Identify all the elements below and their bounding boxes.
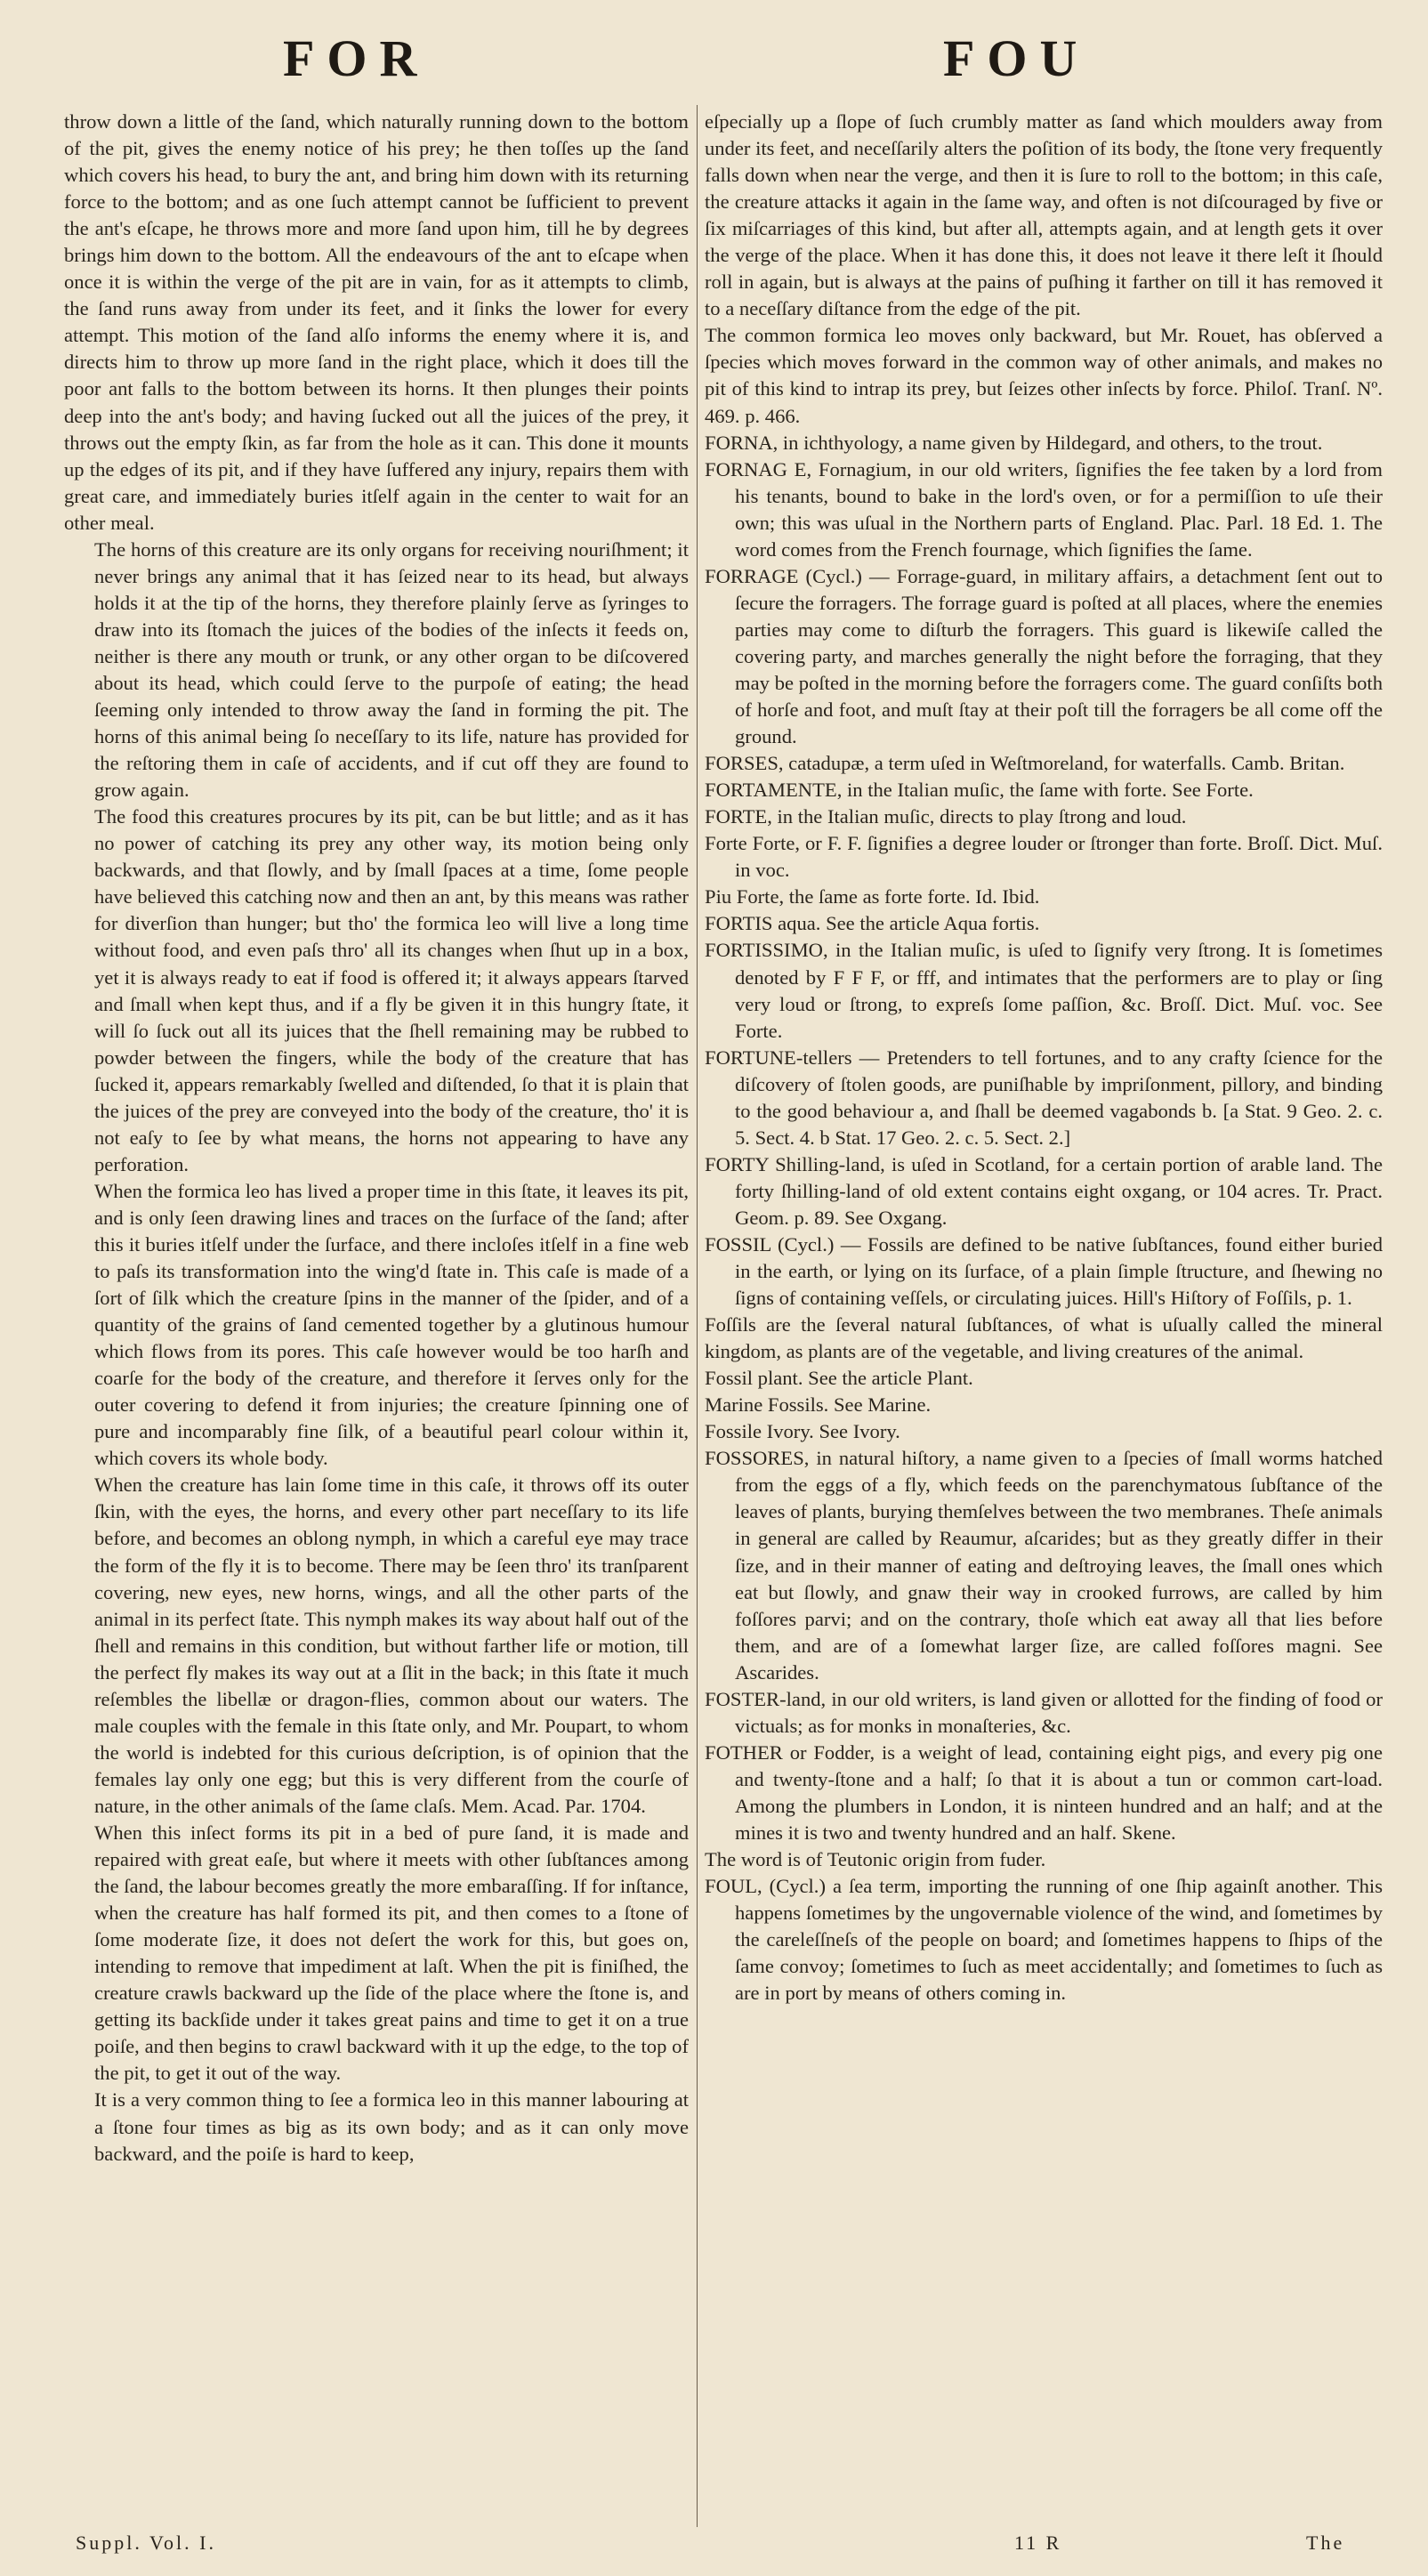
dictionary-entry: FORNA, in ichthyology, a name given by Hildegard, and others, to the trout. bbox=[705, 431, 1323, 454]
dictionary-entry: FORTISSIMO, in the Italian muſic, is uſed to ſignify very ſtrong. It is ſometimes denoted by F F F, or fff, and intimates that the performers are to play or ſing very loud or ſtrong, to expreſs ſome paſſion, &c. Broſſ. Dict. Muſ. voc. See Forte. bbox=[705, 939, 1383, 1042]
paragraph: eſpecially up a ſlope of ſuch crumbly matter as ſand which moulders away from under its feet, and neceſſarily alters the poſition of its body, the ſtone very frequently falls down when near the verge, and then it is ſure to roll to the bottom; in this caſe, the creature attacks it again in the ſame way, and often is not diſcouraged by five or ſix miſcarriages of this kind, but after all, attempts again, and at length gets it over the verge of the place. When it has done this, it does not leave it there leſt it ſhould roll in again, but is always at the pains of puſhing it farther on till it has removed it to a neceſſary diſtance from the edge of the pit. bbox=[705, 110, 1383, 320]
dictionary-entry: Marine Fossils. See Marine. bbox=[705, 1393, 932, 1417]
dictionary-entry: FORTUNE-tellers — Pretenders to tell fortunes, and to any crafty ſcience for the diſcovery of ſtolen goods, are puniſhable by impriſonment, pillory, and binding to the good behaviour a, and ſhall be deemed vagabonds b. [a Stat. 9 Geo. 2. c. 5. Sect. 4. b Stat. 17 Geo. 2. c. 5. Sect. 2.] bbox=[705, 1046, 1383, 1149]
dictionary-entry: Fossil plant. See the article Plant. bbox=[705, 1367, 973, 1390]
dictionary-entry: FORRAGE (Cycl.) — Forrage-guard, in military affairs, a detachment ſent out to ſecure the forragers. The forrage guard is poſted at all places, where the enemies parties may come to diſturb the forragers. This guard is likewiſe called the covering party, and marches generally the night before the forraging, that they may be poſted in the morning before the forragers come. The guard conſiſts both of horſe and foot, and muſt ſtay at their poſt till the forragers be all come off the ground. bbox=[705, 564, 1383, 748]
dictionary-entry: FORTE, in the Italian muſic, directs to play ſtrong and loud. bbox=[705, 805, 1187, 828]
dictionary-entry: FORTAMENTE, in the Italian muſic, the ſame with forte. See Forte. bbox=[705, 779, 1254, 802]
paragraph: The horns of this creature are its only organs for receiving nouriſhment; it never brings any animal that it has ſeized near to its head, but always holds it at the tip of the horns, they therefore plainly ſerve as ſyringes to draw into its ſtomach the juices of the bodies of the inſects it feeds on, neither is there any mouth or trunk, or any other organ to be diſcovered about its head, which could ſerve to the purpoſe of eating; the head ſeeming only intended to throw away the ſand in forming the pit. The horns of this animal being ſo neceſſary to its life, nature has provided for the reſtoring them in caſe of accidents, and if cut off they are found to grow again. bbox=[94, 537, 689, 802]
dictionary-entry: FOUL, (Cycl.) a ſea term, importing the running of one ſhip againſt another. This happens ſometimes by the ungovernable violence of the wind, and ſometimes by the careleſſneſs of the people on board; and ſometimes happens to ſhips of the ſame convoy; ſometimes to ſuch as meet accidentally; and ſometimes to ſuch as are in port by means of others coming in. bbox=[705, 1875, 1383, 2005]
paragraph: Foſſils are the ſeveral natural ſubſtances, of what is uſually called the mineral kingdom, as plants are of the vegetable, and living creatures of the animal. bbox=[705, 1313, 1383, 1363]
column-divider bbox=[697, 105, 698, 2527]
running-head-left: FOR bbox=[283, 29, 430, 87]
dictionary-entry: Forte Forte, or F. F. ſignifies a degree louder or ſtronger than forte. Broſſ. Dict. Muſ. in voc. bbox=[705, 832, 1383, 882]
paragraph: When the creature has lain ſome time in this caſe, it throws off its outer ſkin, with the eyes, the horns, and every other part neceſſary to its life before, and becomes an oblong nymph, in which a careful eye may trace the form of the fly it is to become. There may be ſeen thro' its tranſparent covering, new eyes, new horns, wings, and all the other parts of the animal in its perfect ſtate. This nymph makes its way about half out of the ſhell and remains in this condition, but without farther life or motion, till the perfect fly makes its way out at a ſlit in the back; in this ſtate it much reſembles the libellæ or dragon-flies, common about our waters. The male couples with the female in this ſtate only, and Mr. Poupart, to whom the world is indebted for this curious deſcription, is of opinion that the females lay only one egg; but this is very different from the courſe of nature, in the other animals of the ſame claſs. Mem. Acad. Par. 1704. bbox=[94, 1474, 689, 1817]
dictionary-entry: FORNAG E, Fornagium, in our old writers, ſignifies the fee taken by a lord from his tenants, bound to bake in the lord's oven, or for a permiſſion to uſe their own; this was uſual in the Northern parts of England. Plac. Parl. 18 Ed. 1. The word comes from the French fournage, which ſignifies the ſame. bbox=[705, 457, 1383, 561]
paragraph: It is a very common thing to ſee a formica leo in this manner labouring at a ſtone four times as big as its own body; and as it can only move backward, and the poiſe is hard to keep, bbox=[94, 2088, 689, 2165]
dictionary-entry: FOSSORES, in natural hiſtory, a name given to a ſpecies of ſmall worms hatched from the eggs of a fly, which feeds on the parenchymatous ſubſtance of the leaves of plants, burying themſelves between the two membranes. Theſe animals in general are called by Reaumur, aſcarides; but as they greatly differ in their ſize, and in their manner of eating and deſtroying leaves, the ſmall ones which eat but ſlowly, and gnaw their way in crooked furrows, are called by him foſſores parvi; and on the contrary, thoſe which eat away all that lies before them, and are of a ſomewhat larger ſize, are called foſſores magni. See Ascarides. bbox=[705, 1447, 1383, 1684]
dictionary-entry: FORTY Shilling-land, is uſed in Scotland, for a certain portion of arable land. The forty ſhilling-land of old extent contains eight oxgang, or 104 acres. Tr. Pract. Geom. p. 89. See Oxgang. bbox=[705, 1152, 1383, 1229]
paragraph: When the formica leo has lived a proper time in this ſtate, it leaves its pit, and is only ſeen drawing lines and traces on the ſurface of the ſand; after this it buries itſelf under the ſurface, and there incloſes itſelf in a fine web to paſs its transformation into the wing'd ſtate in. This caſe is made of a ſort of ſilk which the creature ſpins in the manner of the ſpider, and of a quantity of the grains of ſand cemented together by a glutinous humour which flows from its pores. This caſe however would be too harſh and coarſe for the body of the creature, and therefore it ſerves only for the outer covering to defend it from injuries; the creature ſpinning one of pure and incomparably fine ſilk, of a beautiful pearl colour within it, which covers its whole body. bbox=[94, 1179, 689, 1470]
dictionary-entry: FOTHER or Fodder, is a weight of lead, containing eight pigs, and every pig one and twenty-ſtone and a half; ſo that it is about a tun or common cart-load. Among the plumbers in London, it is ninteen hundred and an half; and at the mines it is two and twenty hundred and an half. Skene. bbox=[705, 1740, 1383, 1844]
paragraph: When this inſect forms its pit in a bed of pure ſand, it is made and repaired with great eaſe, but where it meets with other ſubſtances among the ſand, the labour becomes greatly the more embaraſſing. If for inſtance, when the creature has half formed its pit, and then comes to a ſtone of ſome moderate ſize, it does not deſert the work for this, but goes on, intending to remove that impediment at laſt. When the pit is finiſhed, the creature crawls backward up the ſide of the place where the ſtone is, and getting its backſide under it takes great pains and time to get it on a true poiſe, and then begins to crawl backward with it up the edge, to the top of the pit, to get it out of the way. bbox=[94, 1821, 689, 2085]
paragraph: The food this creatures procures by its pit, can be but little; and as it has no power of catching its prey any other way, its motion being only backwards, and that ſlowly, and by ſmall ſpaces at a time, ſome people have believed this catching now and then an ant, by this means was rather for diverſion than hunger; but tho' the formica leo will live a long time without food, and even paſs thro' all its changes when ſhut up in a box, yet it is always ready to eat if food is offered it; it always appears ſtarved and ſmall when kept thus, and if a fly be given it in this hungry ſtate, it will ſo ſuck out all its juices that the ſhell remaining may be rubbed to powder between the fingers, while the body of the creature that has ſucked it, appears remarkably ſwelled and diſtended, ſo that it is plain that the juices of the prey are conveyed into the body of the creature, tho' it is not eaſy to ſee by what means, the horns not appearing to have any perforation. bbox=[94, 805, 689, 1175]
dictionary-entry: Piu Forte, the ſame as forte forte. Id. Ibid. bbox=[705, 885, 1040, 908]
running-head-right: FOU bbox=[943, 29, 1090, 87]
left-column bbox=[64, 109, 689, 2529]
dictionary-entry: FORTIS aqua. See the article Aqua fortis. bbox=[705, 912, 1040, 935]
dictionary-entry: FOSSIL (Cycl.) — Fossils are defined to be native ſubſtances, found either buried in the earth, or lying on its ſurface, of a plain ſimple ſtructure, and ſhewing no ſigns of containing veſſels, or circulating juices. Hill's Hiſtory of Foſſils, p. 1. bbox=[705, 1232, 1383, 1310]
paragraph: throw down a little of the ſand, which naturally running down to the bottom of the pit, gives the enemy notice of his prey; he then toſſes up the ſand which covers his head, to bury the ant, and bring him down with its returning force to the bottom; and as one ſuch attempt cannot be ſufficient to prevent the ant's eſcape, he throws more and more ſand upon him, till he by degrees brings him down to the bottom. All the endeavours of the ant to eſcape when once it is within the verge of the pit are in vain, for as it attempts to climb, the ſand runs away from under its feet, and it ſinks the lower for every attempt. This motion of the ſand alſo informs the enemy where it is, and directs him to throw up more ſand in the right place, which it does till the poor ant falls to the bottom between its horns. It then plunges their points deep into the ant's body; and having ſucked out all the juices of the prey, it throws out the empty ſkin, as far from the hole as it can. This done it mounts up the edges of its pit, and if they have ſuffered any injury, repairs them with great care, and immediately buries itſelf again in the center to wait for an other meal. bbox=[64, 110, 689, 534]
footer-volume: Suppl. Vol. I. bbox=[76, 2532, 216, 2554]
footer-signature: 11 R bbox=[1014, 2532, 1062, 2554]
paragraph: The common formica leo moves only backward, but Mr. Rouet, has obſerved a ſpecies which moves forward in the common way of other animals, and makes no pit of this kind to intrap its prey, but ſeizes other inſects by force. Philoſ. Tranſ. Nº. 469. p. 466. bbox=[705, 324, 1383, 427]
right-column bbox=[705, 109, 1383, 2529]
dictionary-entry: Fossile Ivory. See Ivory. bbox=[705, 1420, 900, 1443]
dictionary-entry: FOSTER-land, in our old writers, is land given or allotted for the finding of food or victuals; as for monks in monaſteries, &c. bbox=[705, 1687, 1383, 1737]
dictionary-entry: FORSES, catadupæ, a term uſed in Weſtmoreland, for waterfalls. Camb. Britan. bbox=[705, 752, 1345, 775]
footer-catchword: The bbox=[1306, 2532, 1345, 2554]
paragraph: The word is of Teutonic origin from fuder. bbox=[705, 1848, 1046, 1871]
